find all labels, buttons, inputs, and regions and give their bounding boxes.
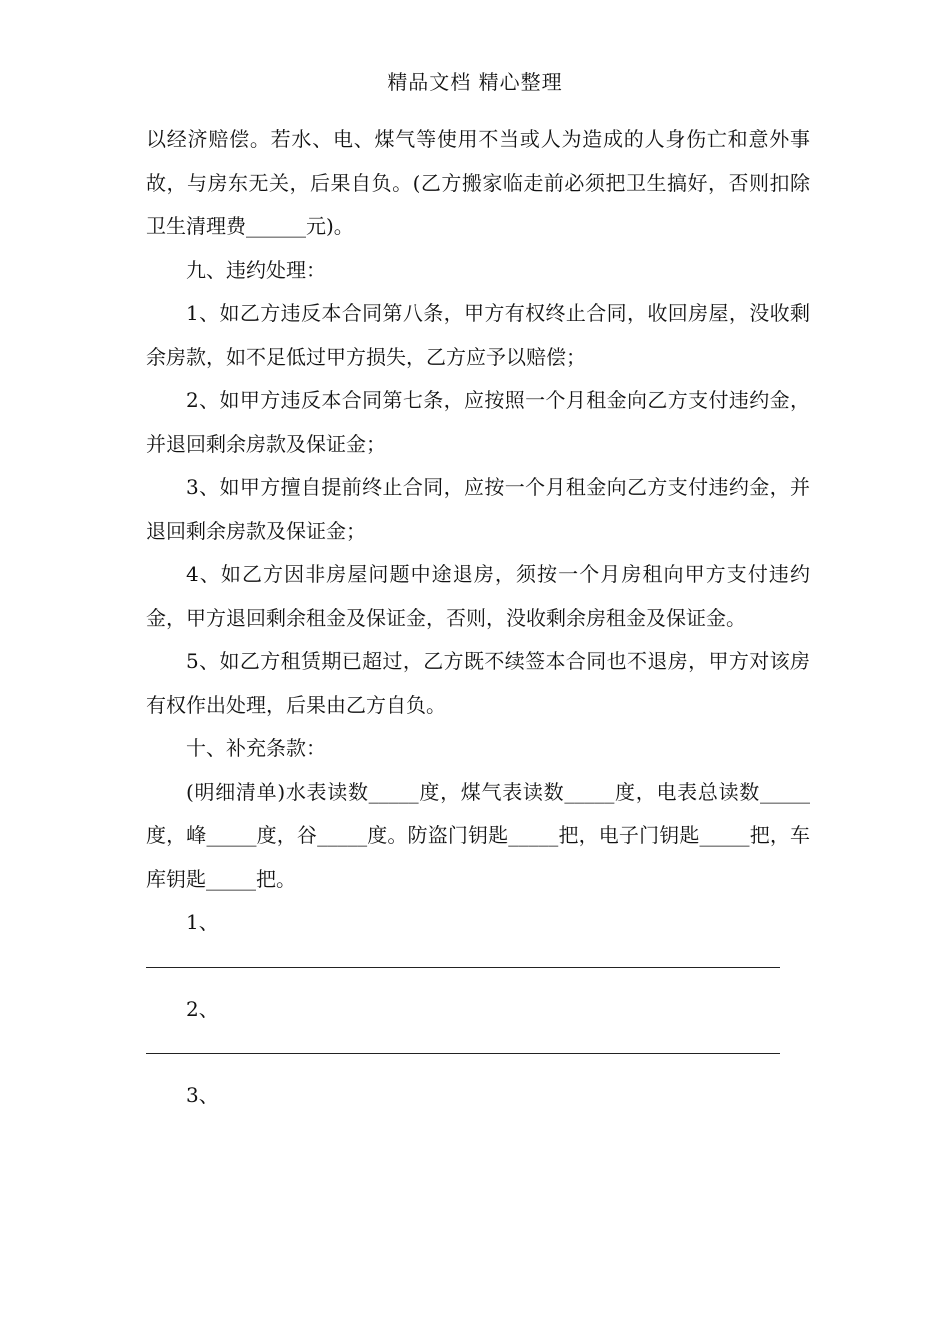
clause-9-5: 5、如乙方租赁期已超过，乙方既不续签本合同也不退房，甲方对该房有权作出处理，后果由乙方自负。 [146,649,810,717]
supplementary-item-3: 3、 [186,1083,219,1107]
blank-line-1 [146,967,780,968]
clause-9-1: 1、如乙方违反本合同第八条，甲方有权终止合同，收回房屋，没收剩余房款，如不足低过甲方损失，乙方应予以赔偿； [146,301,810,369]
paragraph-compensation: 以经济赔偿。若水、电、煤气等使用不当或人为造成的人身伤亡和意外事故，与房东无关，后果自负。(乙方搬家临走前必须把卫生搞好，否则扣除卫生清理费______元)。 [146,127,810,238]
section-heading-breach: 九、违约处理： [186,257,326,282]
clause-9-2: 2、如甲方违反本合同第七条，应按照一个月租金向乙方支付违约金，并退回剩余房款及保证金； [146,388,810,456]
blank-line-2 [146,1053,780,1054]
clause-9-3: 3、如甲方擅自提前终止合同，应按一个月租金向乙方支付违约金，并退回剩余房款及保证金； [146,475,810,543]
clause-9-4: 4、如乙方因非房屋问题中途退房，须按一个月房租向甲方支付违约金，甲方退回剩余租金及保证金，否则，没收剩余房租金及保证金。 [146,562,810,630]
supplementary-detail-list: (明细清单)水表读数_____度，煤气表读数_____度，电表总读数_____度，峰_____度，谷_____度。防盗门钥匙_____把，电子门钥匙_____把，车库钥匙_____把。 [146,779,810,891]
section-heading-supplementary: 十、补充条款： [186,736,326,760]
supplementary-item-1: 1、 [186,910,219,934]
supplementary-item-2: 2、 [186,996,219,1021]
page-header: 精品文档 精心整理 [387,70,563,94]
document-body [146,118,810,1118]
